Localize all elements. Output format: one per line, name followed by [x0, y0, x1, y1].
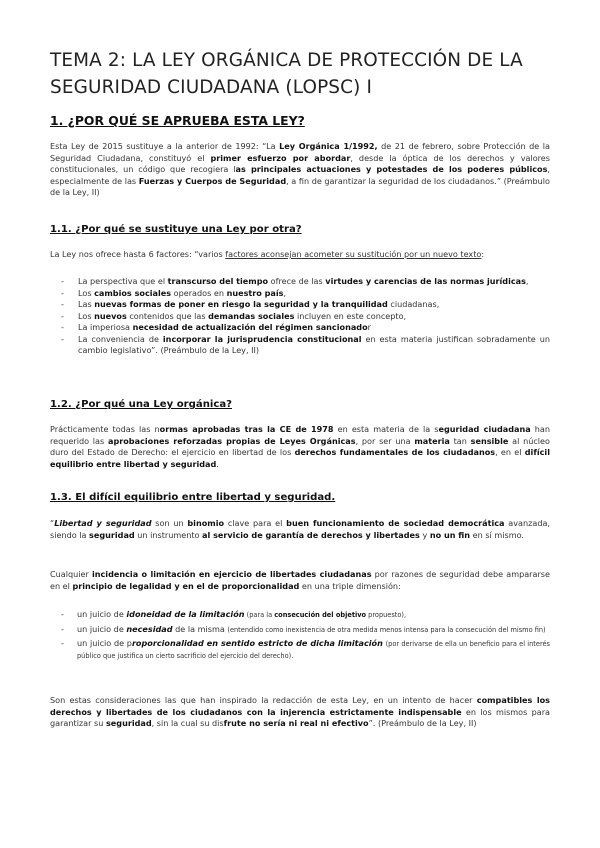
dimensions-list [50, 609, 550, 661]
list-item: - un juicio de idoneidad de la limitación (para la consecución del objetivo propuesto), [61, 609, 407, 619]
list-item: - La perspectiva que el transcurso del tiempo ofrece de las virtudes y carencias de las normas jurídicas, [61, 276, 529, 286]
paragraph-ley-organica: Prácticamente todas las normas aprobadas tras la CE de 1978 en esta materia de la seguridad ciudadana han requerido las aprobaciones reforzadas propias de Leyes Orgánicas, por ser una materia tan sensible al núcleo duro del Estado de Derecho: el ejercicio en libertad de los derechos fundamentales de los ciudadanos, en el difícil equilibrio entre libertad y seguridad. [50, 424, 551, 469]
paragraph-factors-intro: La Ley nos ofrece hasta 6 factores: “varios factores aconsejan acometer su sustitución por un nuevo texto: [50, 249, 485, 259]
paragraph-binomio: “Libertad y seguridad son un binomio clave para el buen funcionamiento de sociedad democrática avanzada, siendo la seguridad un instrumento al servicio de garantía de derechos y libertades y no un fin en sí mismo. [50, 518, 550, 540]
list-item: - un juicio de proporcionalidad en sentido estricto de dicha limitación (por derivarse de ella un beneficio para el interés público que justifica un cierto sacrificio del ejercicio del derecho). [61, 638, 550, 660]
list-item: - Los nuevos contenidos que las demandas sociales incluyen en este concepto, [61, 310, 407, 321]
page-title: TEMA 2: LA LEY ORGÁNICA DE PROTECCIÓN DE LA SEGURIDAD CIUDADANA (LOPSC) I [50, 50, 523, 98]
paragraph-intro: Esta Ley de 2015 sustituye a la anterior de 1992: “La Ley Orgánica 1/1992, de 21 de febrero, sobre Protección de la Seguridad Ciudadana, constituyó el primer esfuerzo por abordar, desde la óptica de los derechos y valores constitucionales, un código que recogiera las principales actuaciones y potestades de los poderes públicos, especialmente de las Fuerzas y Cuerpos de Seguridad, a fin de garantizar la seguridad de los ciudadanos.” (Preámbulo de la Ley, II) [50, 141, 551, 197]
list-item: - La conveniencia de incorporar la jurisprudencia constitucional en esta materia justifican sobradamente un cambio legislativo”. (Preámbulo de la Ley, II) [61, 333, 550, 355]
list-item: - Los cambios sociales operados en nuestro país, [61, 287, 287, 298]
section-heading-1-2: 1.2. ¿Por qué una Ley orgánica? [50, 399, 232, 410]
list-item: - Las nuevas formas de poner en riesgo la seguridad y la tranquilidad ciudadanas, [61, 299, 440, 309]
section-heading-1: 1. ¿POR QUÉ SE APRUEBA ESTA LEY? [50, 113, 305, 128]
list-item: - La imperiosa necesidad de actualización del régimen sancionador [61, 322, 371, 332]
paragraph-triple-dimension: Cualquier incidencia o limitación en ejercicio de libertades ciudadanas por razones de seguridad debe ampararse en el principio de legalidad y en el de proporcionalidad en una triple dimensión: [50, 569, 550, 591]
factors-list [50, 276, 550, 357]
section-heading-1-1: 1.1. ¿Por qué se sustituye una Ley por otra? [50, 224, 302, 235]
paragraph-conclusion: Son estas consideraciones las que han inspirado la redacción de esta Ley, en un intento de hacer compatibles los derechos y libertades de los ciudadanos con la injerencia estrictamente indispensable en los mismos para garantizar su seguridad, sin la cual su disfrute no sería ni real ni efectivo”. (Preámbulo de la Ley, II) [50, 695, 551, 728]
list-item: - un juicio de necesidad de la misma (entendido como inexistencia de otra medida menos intensa para la consecución del mismo fin) [61, 623, 546, 634]
section-heading-1-3: 1.3. El difícil equilibrio entre libertad y seguridad. [50, 492, 336, 503]
